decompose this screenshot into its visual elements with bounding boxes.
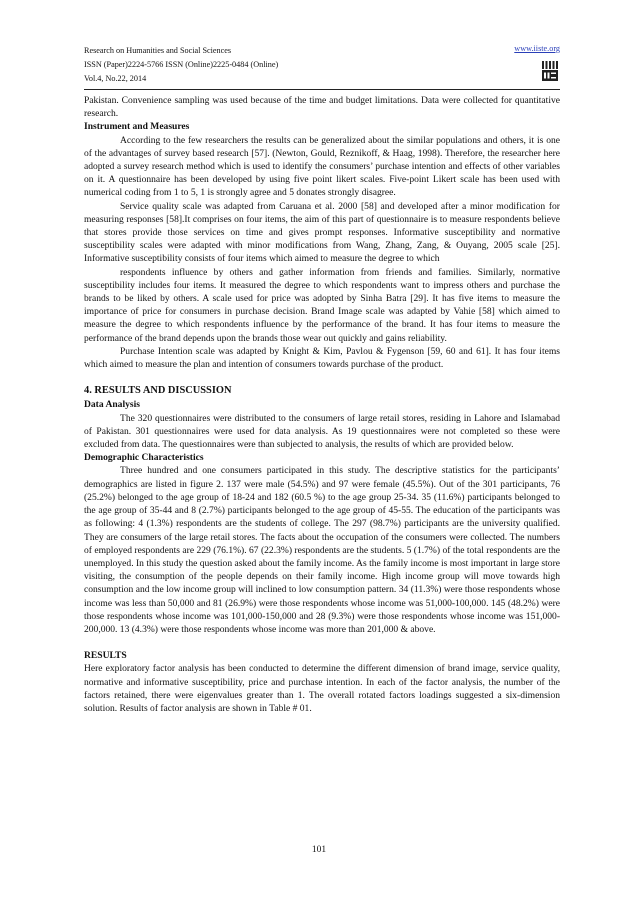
paragraph-instrument-4: Purchase Intention scale was adapted by Knight & Kim, Pavlou & Fygenson [59, 60 and 61]. It has four items which aimed to measure the plan and intention of consumers towards purchase of the product. bbox=[84, 345, 560, 371]
paragraph-data-analysis: The 320 questionnaires were distributed to the consumers of large retail stores, residing in Lahore and Islamabad of Pakistan. 301 questionnaires were used for data analysis. As 19 questionnaires were not completed so these were excluded from data. The questionnaires were than subjected to analysis, the results of which are provided below. bbox=[84, 412, 560, 451]
journal-title: Research on Humanities and Social Sciences bbox=[84, 46, 232, 55]
header-divider bbox=[84, 89, 560, 90]
journal-volume: Vol.4, No.22, 2014 bbox=[84, 74, 147, 83]
journal-header bbox=[84, 44, 278, 86]
journal-issn: ISSN (Paper)2224-5766 ISSN (Online)2225-0484 (Online) bbox=[84, 60, 279, 69]
heading-instrument: Instrument and Measures bbox=[84, 121, 190, 133]
article-body bbox=[84, 94, 560, 715]
paragraph-demographic: Three hundred and one consumers participated in this study. The descriptive statistics for the participants’ demographics are listed in figure 2. 137 were male (54.5%) and 97 were female (45.5%). Out of the 301 participants, 76 (25.2%) belonged to the age group of 18-24 and 182 (60.5 %) to the age group 25-34. 35 (11.6%) participants belonged to the age group of 35-44 and 8 (2.7%) participants belonged to the age group of 45-55. The education of the participants was as following: 4 (1.3%) respondents are the students of college. The 297 (98.7%) participants are the university qualified. They are consumers of the large retail stores. The facts about the occupation of the consumers were collected. The numbers of employed respondents are 229 (76.1%). 67 (22.3%) respondents are the students. 5 (1.7%) of the total respondents are the unemployed. In this study the question asked about the family income. As the family income is most important in large store visiting, the consumption of the people depends on their family income. High income group will move towards high consumption and the low income group will inclined to low consumption pattern. 34 (11.3%) were those respondents whose income was less than 50,000 and 81 (26.9%) were those respondents whose income was 51,000-100,000. 145 (48.2%) were those respondents whose income was 101,000-150,000 and 28 (9.3%) were those respondents whose income was 151,000-200,000. 13 (4.3%) were those respondents whose income was more than 201,000 & above. bbox=[84, 465, 560, 635]
journal-url-link[interactable]: www.iiste.org bbox=[514, 44, 560, 53]
section-heading-results-discussion: 4. RESULTS AND DISCUSSION bbox=[84, 385, 232, 397]
heading-data-analysis: Data Analysis bbox=[84, 399, 140, 411]
page-number: 101 bbox=[311, 845, 327, 855]
paragraph-intro: Pakistan. Convenience sampling was used because of the time and budget limitations. Data were collected for quantitative research. bbox=[84, 95, 560, 120]
heading-results: RESULTS bbox=[84, 650, 127, 662]
paragraph-instrument-2: Service quality scale was adapted from Caruana et al. 2000 [58] and developed after a minor modification for measuring responses [58].It comprises on four items, the aim of this part of questionnaire is to measure respondents believe that stores provide those services on time and gives prompt responses. Informative susceptibility and normative susceptibility scales were adapted with minor modifications from Wang, Zhang, Zang, & Ouyang, 2005 scale [25]. Informative susceptibility consists of four items which aimed to measure the degree to which bbox=[84, 200, 560, 265]
paragraph-instrument-3: respondents influence by others and gather information from friends and families. Similarly, normative susceptibility includes four items. It measured the degree to which respondents want to impress others and purchase the brands to be liked by others. A scale used for price was adopted by Sinha Batra [29]. It has five items to measure the importance of price for consumers in purchase decision. Brand Image scale was adapted by Vahie [58] which aimed to measure the degree to which respondents influence by the performance of the brand. It has four items to measure the performance of the brand depends upon the brands those wear out quickly and gains reliability. bbox=[84, 266, 560, 344]
iiste-logo-icon bbox=[541, 60, 559, 82]
paragraph-instrument-1: According to the few researchers the results can be generalized about the similar populations and others, it is one of the advantages of survey based research [57]. (Newton, Gould, Reznikoff, & Haag, 1998). Therefore, the researcher here adopted a survey research method which is used to identify the consumers’ purchase intention and effects of other variables on it. A questionnaire has been developed by using five point likert scales. Five-point Likert scale has been used with numerical coding from 1 to 5, 1 is strongly agree and 5 donates strongly disagree. bbox=[84, 134, 560, 199]
heading-demographic: Demographic Characteristics bbox=[84, 452, 204, 464]
paragraph-results: Here exploratory factor analysis has been conducted to determine the different dimension of brand image, service quality, normative and informative susceptibility, price and purchase intention. In each of the factor analysis, the number of the factors retained, there were eigenvalues greater than 1. The overall rotated factors loadings suggested a six-dimension solution. Results of factor analysis are shown in Table # 01. bbox=[84, 663, 560, 714]
